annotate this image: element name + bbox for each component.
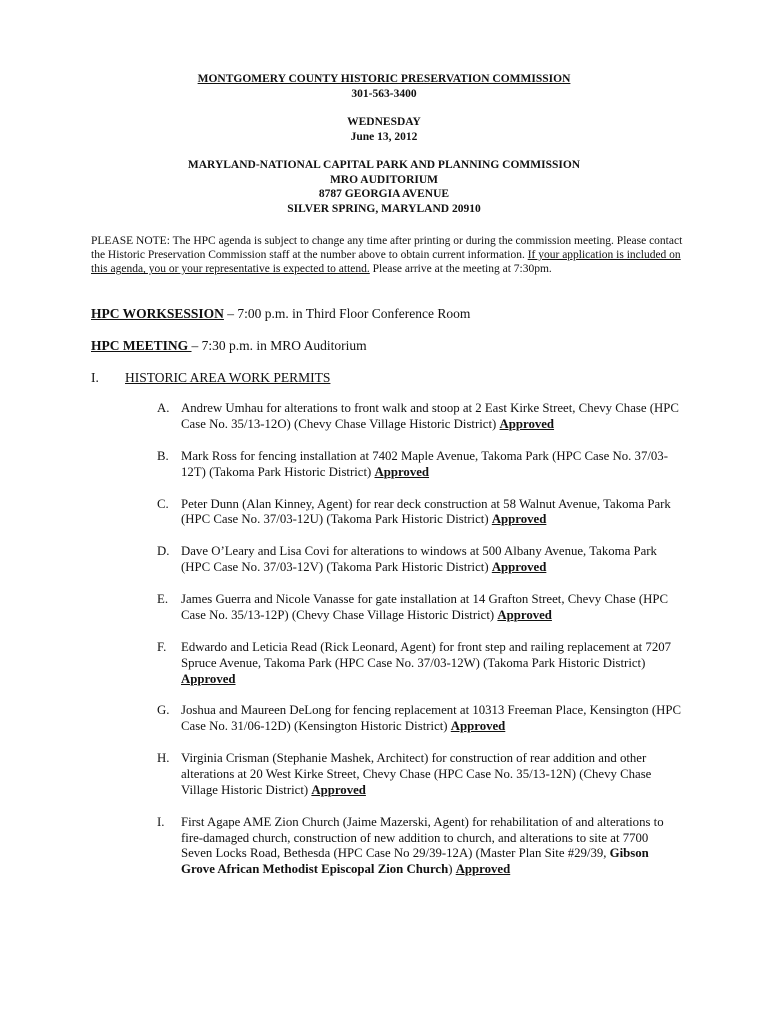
worksession-detail: – 7:00 p.m. in Third Floor Conference Room <box>223 306 471 321</box>
list-item <box>157 449 682 481</box>
venue-street: 8787 GEORGIA AVENUE <box>318 188 450 200</box>
item-letter: I. <box>157 814 165 829</box>
item-letter: E. <box>157 592 169 607</box>
item-text: Virginia Crisman (Stephanie Mashek, Architect) for construction of rear addition and other alterations at 20 West Kirke Street, Chevy Chase (HPC Case No. 35/13-12N) (Chevy Chase Village Historic District) <box>181 751 652 797</box>
item-letter: C. <box>157 496 169 511</box>
notice-attendance: If your application is included on this agenda, you or your representative is expected to attend. <box>91 249 681 276</box>
list-item <box>157 703 682 735</box>
list-item <box>157 815 682 878</box>
approved-status: Approved <box>181 671 236 686</box>
venue-organization: MARYLAND-NATIONAL CAPITAL PARK AND PLANNING COMMISSION <box>187 159 581 171</box>
item-text: First Agape AME Zion Church (Jaime Mazerski, Agent) for rehabilitation of and alterations to fire-damaged church, construction of new addition to church, and alterations to site at 7700 Seven Locks Road, Bethesda (HPC Case No 29/39-12A) (Master Plan Site #29/39, <box>181 814 664 861</box>
item-text: Edwardo and Leticia Read (Rick Leonard, Agent) for front step and railing replacement at 7207 Spruce Avenue, Takoma Park (HPC Case No. 37/03-12W) (Takoma Park Historic District) <box>181 639 672 670</box>
list-item <box>157 751 682 798</box>
meeting-line <box>91 338 367 354</box>
item-text-close: ) <box>448 862 456 877</box>
list-item <box>157 640 682 687</box>
permit-list <box>157 401 682 894</box>
item-letter: B. <box>157 448 169 463</box>
venue-room: MRO AUDITORIUM <box>329 173 439 186</box>
item-text: Dave O’Leary and Lisa Covi for alterations to windows at 500 Albany Avenue, Takoma Park (HPC Case No. 37/03-12V) (Takoma Park Historic District) <box>181 544 657 575</box>
commission-phone: 301-563-3400 <box>351 87 417 100</box>
approved-status: Approved <box>455 862 511 877</box>
venue-city: SILVER SPRING, MARYLAND 20910 <box>287 202 481 215</box>
item-letter: H. <box>157 751 170 766</box>
meeting-detail: – 7:30 p.m. in MRO Auditorium <box>191 338 367 353</box>
approved-status: Approved <box>491 560 547 575</box>
section-heading <box>91 370 691 386</box>
list-item <box>157 592 682 624</box>
approved-status: Approved <box>499 416 555 431</box>
worksession-line <box>91 306 470 322</box>
notice-arrival: Please arrive at the meeting at 7:30pm. <box>369 263 552 276</box>
item-letter: D. <box>157 544 170 559</box>
worksession-label: HPC WORKSESSION <box>91 306 224 321</box>
section-number: I. <box>91 370 99 385</box>
list-item <box>157 401 682 433</box>
meeting-label: HPC MEETING <box>91 338 192 353</box>
approved-status: Approved <box>311 782 366 797</box>
item-text: James Guerra and Nicole Vanasse for gate installation at 14 Grafton Street, Chevy Chase (HPC Case No. 35/13-12P) (Chevy Chase Village Historic District) <box>181 592 668 622</box>
meeting-day: WEDNESDAY <box>347 116 421 128</box>
approved-status: Approved <box>491 512 547 527</box>
approved-status: Approved <box>374 464 430 479</box>
approved-status: Approved <box>450 719 506 734</box>
item-letter: A. <box>157 401 170 415</box>
agenda-header <box>0 72 768 216</box>
item-text: Peter Dunn (Alan Kinney, Agent) for rear deck construction at 58 Walnut Avenue, Takoma Park (HPC Case No. 37/03-12U) (Takoma Park Historic District) <box>181 496 671 527</box>
item-letter: F. <box>157 639 167 654</box>
item-text: Mark Ross for fencing installation at 7402 Maple Avenue, Takoma Park (HPC Case No. 37/03-12T) (Takoma Park Historic District) <box>181 448 668 479</box>
item-letter: G. <box>157 703 170 718</box>
section-title: HISTORIC AREA WORK PERMITS <box>125 370 331 385</box>
meeting-date: June 13, 2012 <box>350 130 418 143</box>
list-item <box>157 544 682 576</box>
notice-text: PLEASE NOTE: The HPC agenda is subject to change any time after printing or during the commission meeting. Please contact the Historic Preservation Commission staff at the number above to obtain current information. <box>91 235 683 262</box>
site-name: Gibson Grove African Methodist Episcopal Zion Church <box>181 846 649 877</box>
list-item <box>157 497 682 529</box>
item-text: Joshua and Maureen DeLong for fencing replacement at 10313 Freeman Place, Kensington (HPC Case No. 31/06-12D) (Kensington Historic District) <box>181 703 681 734</box>
approved-status: Approved <box>497 607 552 622</box>
commission-name: MONTGOMERY COUNTY HISTORIC PRESERVATION COMMISSION <box>197 73 571 85</box>
item-text: Andrew Umhau for alterations to front walk and stoop at 2 East Kirke Street, Chevy Chase (HPC Case No. 35/13-12O) (Chevy Chase Village Historic District) <box>181 401 679 431</box>
agenda-notice <box>91 234 691 277</box>
